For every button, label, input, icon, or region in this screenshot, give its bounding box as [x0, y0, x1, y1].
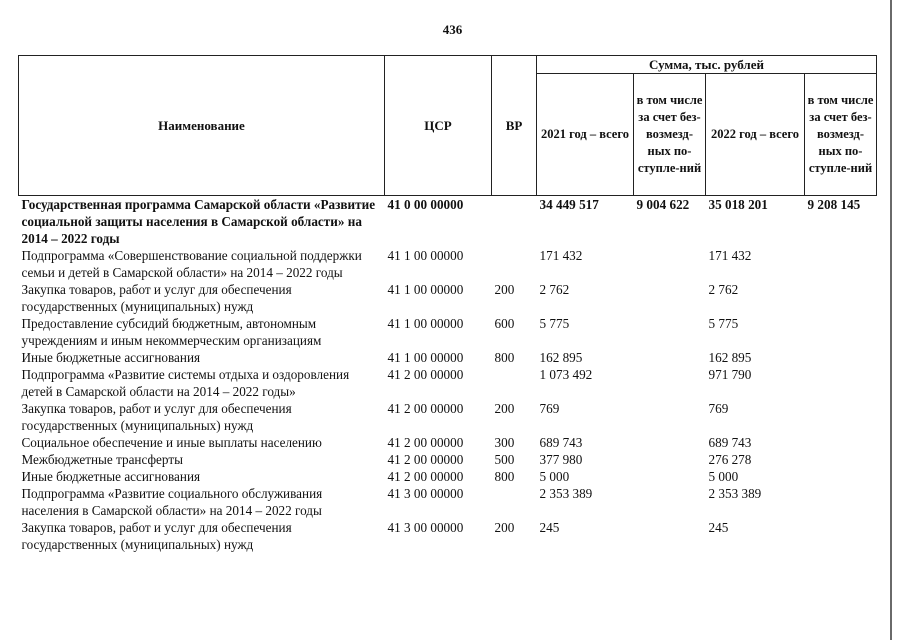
table-row [19, 434, 877, 451]
row-2021-free [634, 281, 706, 315]
header-2021-total: 2021 год – всего [537, 74, 634, 196]
row-csr: 41 2 00 00000 [387, 469, 464, 484]
row-2022-total: 971 790 [708, 367, 752, 382]
table-row [19, 451, 877, 468]
row-vr [492, 247, 537, 281]
row-2021-total: 34 449 517 [539, 197, 599, 212]
row-name: Предоставление субсидий бюджетным, автономным учреждениям и иным некоммерческим организациям [21, 316, 322, 348]
row-2021-free [634, 434, 706, 451]
table-row [19, 247, 877, 281]
row-name: Подпрограмма «Совершенствование социальной поддержки семьи и детей в Самарской области» на 2014 – 2022 годы [21, 248, 362, 280]
row-2021-free [634, 366, 706, 400]
row-2021-free [634, 349, 706, 366]
table-row [19, 366, 877, 400]
row-name: Иные бюджетные ассигнования [21, 350, 201, 365]
row-vr: 500 [494, 452, 515, 467]
row-2021-total: 377 980 [539, 452, 583, 467]
row-vr: 800 [494, 350, 515, 365]
row-csr: 41 1 00 00000 [387, 350, 464, 365]
budget-table [18, 55, 877, 553]
row-2022-free [805, 400, 877, 434]
row-2022-total: 5 000 [708, 469, 739, 484]
row-name: Закупка товаров, работ и услуг для обеспечения государственных (муниципальных) нужд [21, 520, 292, 552]
row-name: Подпрограмма «Развитие социального обслуживания населения в Самарской области» на 2014 – 2022 годы [21, 486, 323, 518]
scan-edge [890, 0, 892, 640]
row-csr: 41 3 00 00000 [387, 520, 464, 535]
row-2022-total: 162 895 [708, 350, 752, 365]
row-2021-total: 2 353 389 [539, 486, 593, 501]
row-csr: 41 2 00 00000 [387, 401, 464, 416]
row-2022-free [805, 349, 877, 366]
table-row [19, 349, 877, 366]
row-csr: 41 1 00 00000 [387, 248, 464, 263]
row-2022-total: 2 353 389 [708, 486, 762, 501]
row-vr [492, 366, 537, 400]
header-csr: ЦСР [385, 56, 492, 196]
row-2022-free [805, 451, 877, 468]
row-name: Закупка товаров, работ и услуг для обеспечения государственных (муниципальных) нужд [21, 282, 292, 314]
page-number: 436 [442, 22, 463, 37]
row-2022-free [805, 281, 877, 315]
row-csr: 41 3 00 00000 [387, 486, 464, 501]
row-2022-total: 689 743 [708, 435, 752, 450]
table-row [19, 400, 877, 434]
table-row [19, 468, 877, 485]
row-vr: 200 [494, 401, 515, 416]
row-2021-total: 171 432 [539, 248, 583, 263]
row-name: Закупка товаров, работ и услуг для обеспечения государственных (муниципальных) нужд [21, 401, 292, 433]
row-2021-free [634, 519, 706, 553]
row-vr [492, 485, 537, 519]
header-2022-total: 2022 год – всего [706, 74, 805, 196]
table-row [19, 519, 877, 553]
row-2021-total: 5 000 [539, 469, 570, 484]
header-2022-free: в том числе за счет без-возмезд-ных по-ступле-ний [805, 74, 877, 196]
row-2021-total: 769 [539, 401, 560, 416]
row-csr: 41 1 00 00000 [387, 316, 464, 331]
row-name: Социальное обеспечение и иные выплаты населению [21, 435, 322, 450]
row-2021-total: 1 073 492 [539, 367, 593, 382]
header-sum-group: Сумма, тыс. рублей [537, 56, 877, 74]
row-2021-free [634, 315, 706, 349]
table-row [19, 281, 877, 315]
header-name: Наименование [19, 56, 385, 196]
row-2021-total: 689 743 [539, 435, 583, 450]
row-2022-free [805, 434, 877, 451]
row-vr: 300 [494, 435, 515, 450]
row-name: Иные бюджетные ассигнования [21, 469, 201, 484]
table-row [19, 315, 877, 349]
table-body [19, 196, 877, 554]
row-2022-free [805, 247, 877, 281]
row-2021-total: 162 895 [539, 350, 583, 365]
row-2022-total: 769 [708, 401, 729, 416]
row-2022-free: 9 208 145 [807, 197, 861, 212]
table-row [19, 485, 877, 519]
row-csr: 41 1 00 00000 [387, 282, 464, 297]
row-name: Государственная программа Самарской области «Развитие социальной защиты населения в Самарской области» на 2014 – 2022 годы [21, 197, 376, 246]
row-2021-free [634, 451, 706, 468]
row-2022-total: 245 [708, 520, 729, 535]
row-2022-total: 35 018 201 [708, 197, 768, 212]
row-vr: 600 [494, 316, 515, 331]
table-row [19, 196, 877, 248]
row-2021-total: 5 775 [539, 316, 570, 331]
row-vr: 200 [494, 520, 515, 535]
row-2021-free [634, 468, 706, 485]
row-csr: 41 2 00 00000 [387, 367, 464, 382]
row-name: Подпрограмма «Развитие системы отдыха и оздоровления детей в Самарской области на 2014 – 2022 годы» [21, 367, 350, 399]
row-2022-total: 2 762 [708, 282, 739, 297]
row-name: Межбюджетные трансферты [21, 452, 183, 467]
row-csr: 41 2 00 00000 [387, 452, 464, 467]
row-vr [492, 196, 537, 248]
row-2021-free: 9 004 622 [636, 197, 690, 212]
row-2022-free [805, 485, 877, 519]
row-2021-free [634, 400, 706, 434]
row-2022-free [805, 315, 877, 349]
row-2022-total: 5 775 [708, 316, 739, 331]
row-2021-total: 245 [539, 520, 560, 535]
row-vr: 800 [494, 469, 515, 484]
row-2021-total: 2 762 [539, 282, 570, 297]
row-2022-free [805, 366, 877, 400]
row-vr: 200 [494, 282, 515, 297]
row-2021-free [634, 247, 706, 281]
row-csr: 41 2 00 00000 [387, 435, 464, 450]
header-2021-free: в том числе за счет без-возмезд-ных по-ступле-ний [634, 74, 706, 196]
row-2022-free [805, 519, 877, 553]
row-2022-total: 171 432 [708, 248, 752, 263]
row-2022-free [805, 468, 877, 485]
row-2021-free [634, 485, 706, 519]
header-vr: ВР [492, 56, 537, 196]
row-2022-total: 276 278 [708, 452, 752, 467]
row-csr: 41 0 00 00000 [387, 197, 464, 212]
